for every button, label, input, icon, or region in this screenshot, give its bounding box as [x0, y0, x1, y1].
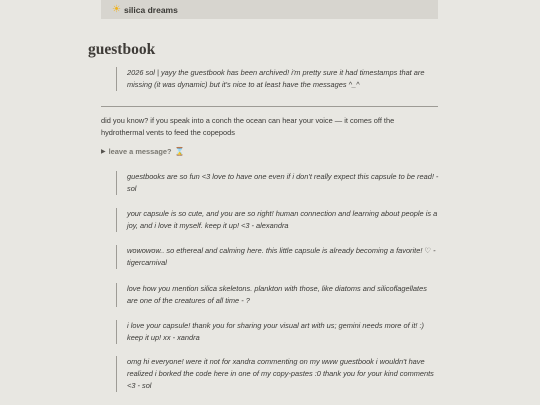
- leave-message-label: leave a message?: [108, 147, 172, 156]
- guestbook-entry: guestbooks are so fun <3 love to have one even if i don't really expect this capsule to be read! - sol: [116, 171, 439, 195]
- sun-icon: ☀: [112, 3, 121, 15]
- guestbook-entry: i love your capsule! thank you for sharing your visual art with us; gemini needs more of it! :) keep it up! xx - xandra: [116, 320, 439, 344]
- leave-message-toggle[interactable]: [101, 147, 184, 156]
- site-header: [101, 0, 438, 19]
- fun-fact: did you know? if you speak into a conch the ocean can hear your voice — it comes off the hydrothermal vents to feed the copepods: [101, 116, 395, 137]
- disclosure-triangle-icon: ▶: [101, 149, 106, 155]
- page-title: guestbook: [88, 41, 156, 58]
- archive-note: 2026 sol | yayy the guestbook has been archived! i'm pretty sure it had timestamps that are missing (it was dynamic) but it's nice to at least have the messages ^_^: [116, 67, 439, 91]
- section-divider: [101, 106, 438, 107]
- guestbook-entry: wowowow.. so ethereal and calming here. this little capsule is already becoming a favorite! ♡ - tigercarnival: [116, 245, 439, 269]
- guestbook-entry: omg hi everyone! were it not for xandra commenting on my www guestbook i wouldn't have realized i borked the code here in one of my copy-pastes :0 thank you for your kind comments <3 - sol: [116, 356, 439, 392]
- hourglass-icon: ⌛: [174, 147, 185, 156]
- site-title[interactable]: silica dreams: [123, 4, 178, 15]
- guestbook-entry: your capsule is so cute, and you are so right! human connection and learning about people is a joy, and i love it myself. keep it up! <3 - alexandra: [116, 208, 439, 232]
- guestbook-entry: love how you mention silica skeletons. plankton with those, like diatoms and silicoflagellates are one of the creatures of all time - ?: [116, 283, 439, 307]
